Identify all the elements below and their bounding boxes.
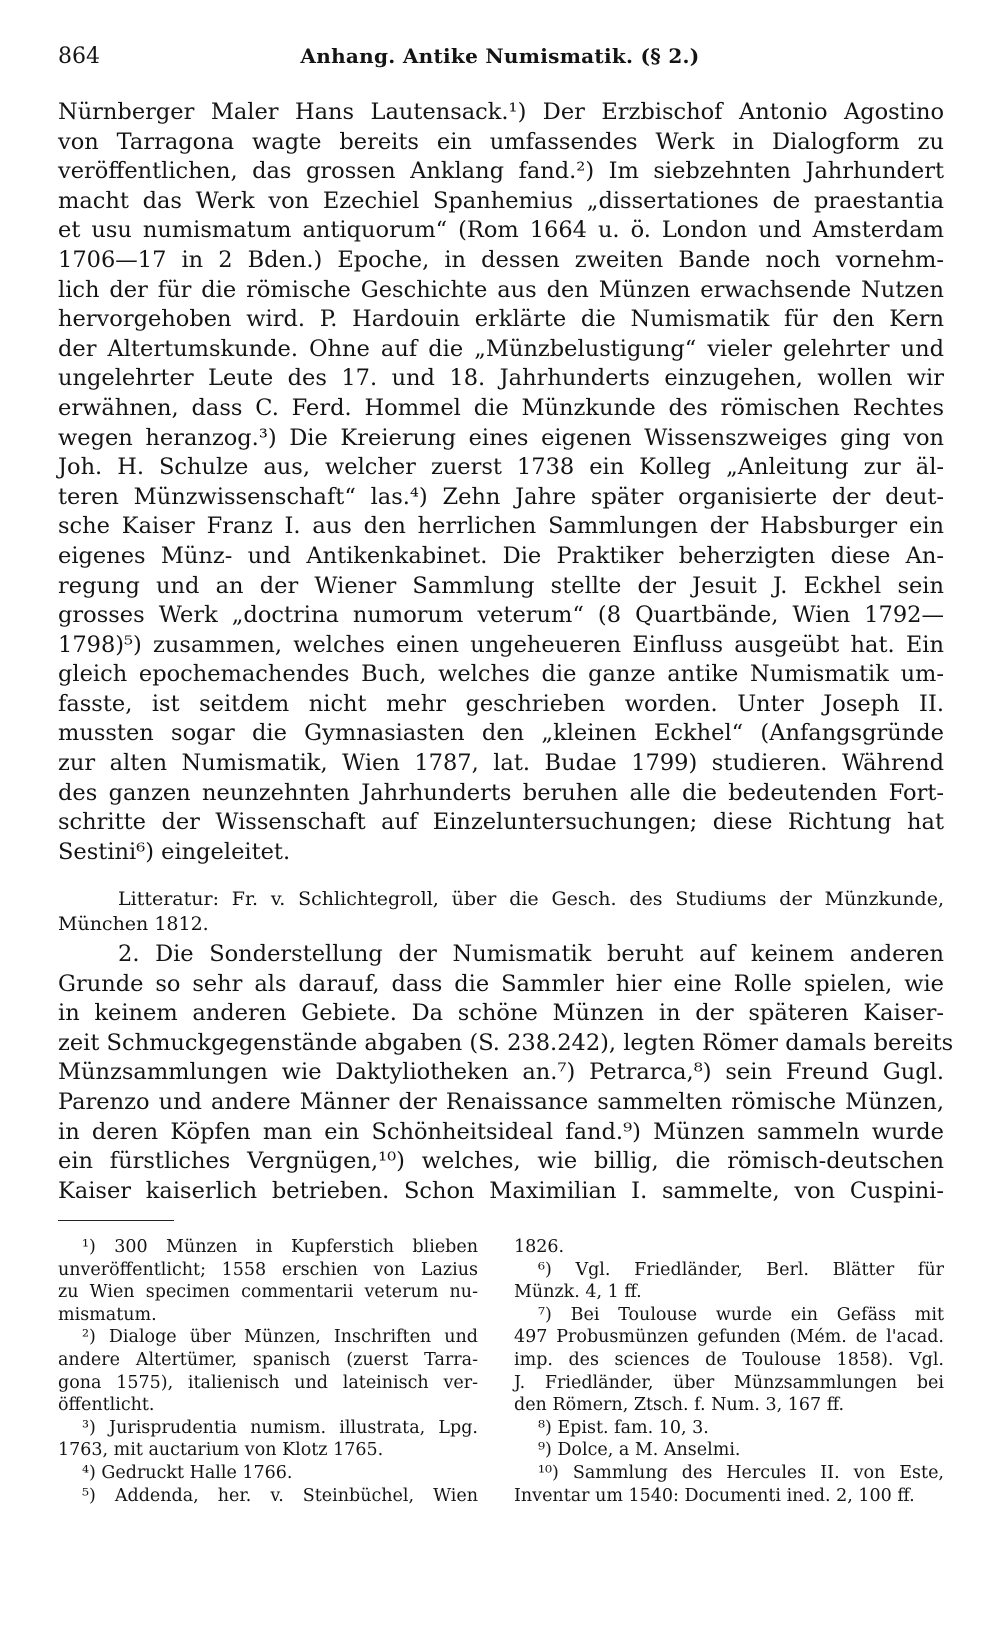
text-line: ungelehrter Leute des 17. und 18. Jahrhunderts einzugehen, wollen wir: [58, 365, 944, 392]
text-line: von Tarragona wagte bereits ein umfassendes Werk in Dialogform zu: [58, 128, 944, 155]
footnote-line: ⁶) Vgl. Friedländer, Berl. Blätter für: [538, 1259, 944, 1280]
footnote-line: ⁸) Epist. fam. 10, 3.: [538, 1417, 709, 1438]
text-line: et usu numismatum antiquorum“ (Rom 1664 u. ö. London und Amsterdam: [58, 217, 944, 244]
text-line: mussten sogar die Gymnasiasten den „kleinen Eckhel“ (Anfangsgründe: [58, 720, 944, 747]
footnote-line: Inventar um 1540: Documenti ined. 2, 100 ff.: [514, 1485, 915, 1506]
footnote-line: 1826.: [514, 1237, 565, 1257]
text-line: macht das Werk von Ezechiel Spanhemius „dissertationes de praestantia: [58, 187, 944, 214]
text-line: zeit Schmuckgegenstände abgaben (S. 238.242), legten Römer damals bereits: [58, 1029, 954, 1056]
text-line: Münzsammlungen wie Daktyliotheken an.⁷) Petrarca,⁸) sein Freund Gugl.: [58, 1059, 944, 1086]
footnote-line: andere Altertümer, spanisch (zuerst Tarra-: [58, 1349, 478, 1370]
footnote-line: mismatum.: [58, 1304, 157, 1325]
text-line: 2. Die Sonderstellung der Numismatik beruht auf keinem anderen: [118, 941, 944, 967]
footnote-line: Münzk. 4, 1 ff.: [514, 1282, 642, 1303]
paragraph-2: [58, 940, 954, 1206]
text-line: in keinem anderen Gebiete. Da schöne Münzen in der späteren Kaiser-: [58, 1000, 944, 1027]
footnote-line: den Römern, Ztsch. f. Num. 3, 167 ff.: [514, 1395, 845, 1416]
text-line: erwähnen, dass C. Ferd. Hommel die Münzkunde des römischen Rechtes: [58, 394, 944, 421]
text-line: Kaiser kaiserlich betrieben. Schon Maximilian I. sammelte, von Cuspini-: [58, 1177, 944, 1204]
footnote-line: 1763, mit auctarium von Klotz 1765.: [58, 1440, 384, 1461]
text-line: der Altertumskunde. Ohne auf die „Münzbelustigung“ vieler gelehrter und: [58, 335, 944, 362]
literature-note: [58, 887, 944, 937]
text-line: Joh. H. Schulze aus, welcher zuerst 1738 ein Kolleg „Anleitung zur äl-: [58, 454, 944, 481]
footnotes-right-column: [514, 1236, 944, 1507]
text-line: 1798)⁵) zusammen, welches einen ungeheueren Einfluss ausgeübt hat. Ein: [58, 631, 944, 658]
paragraph-1: [58, 98, 944, 867]
text-line: in deren Köpfen man ein Schönheitsideal fand.⁹) Münzen sammeln wurde: [58, 1118, 944, 1145]
footnote-line: gona 1575), italienisch und lateinisch ver-: [58, 1372, 478, 1393]
text-line: teren Münzwissenschaft“ las.⁴) Zehn Jahre später organisierte der deut-: [58, 483, 944, 510]
footnote-rule: [58, 1220, 174, 1221]
text-line: 1706—17 in 2 Bden.) Epoche, in dessen zweiten Bande noch vornehm-: [58, 246, 944, 273]
text-line: Parenzo und andere Männer der Renaissance sammelten römische Münzen,: [58, 1088, 944, 1115]
text-line: hervorgehoben wird. P. Hardouin erklärte die Numismatik für den Kern: [58, 306, 944, 333]
text-line: Nürnberger Maler Hans Lautensack.¹) Der Erzbischof Antonio Agostino: [58, 99, 944, 125]
footnote-line: ⁹) Dolce, a M. Anselmi.: [538, 1440, 741, 1461]
text-line: lich der für die römische Geschichte aus den Münzen erwachsende Nutzen: [58, 276, 944, 303]
footnote-line: öffentlicht.: [58, 1395, 155, 1416]
text-line: veröffentlichen, das grossen Anklang fand.²) Im siebzehnten Jahrhundert: [58, 158, 944, 185]
page-number: 864: [58, 44, 100, 69]
text-line: grosses Werk „doctrina numorum veterum“ (8 Quartbände, Wien 1792—: [58, 602, 944, 629]
footnote-line: ¹) 300 Münzen in Kupferstich blieben: [82, 1237, 478, 1257]
text-line: eigenes Münz- und Antikenkabinet. Die Praktiker beherzigten diese An-: [58, 542, 944, 569]
text-line: fasste, ist seitdem nicht mehr geschrieben worden. Unter Joseph II.: [58, 690, 944, 717]
literature-line: München 1812.: [58, 913, 209, 935]
footnote-line: ³) Jurisprudentia numism. illustrata, Lpg.: [82, 1417, 478, 1438]
footnote-line: ²) Dialoge über Münzen, Inschriften und: [82, 1327, 478, 1348]
text-line: zur alten Numismatik, Wien 1787, lat. Budae 1799) studieren. Während: [58, 750, 944, 777]
page-header: [56, 42, 944, 72]
footnote-line: ⁷) Bei Toulouse wurde ein Gefäss mit: [538, 1304, 944, 1325]
footnote-line: ⁴) Gedruckt Halle 1766.: [82, 1462, 293, 1483]
footnote-line: ⁵) Addenda, her. v. Steinbüchel, Wien: [82, 1485, 478, 1506]
footnotes-left-column: [58, 1236, 478, 1507]
running-head: Anhang. Antike Numismatik. (§ 2.): [300, 44, 700, 68]
footnote-line: J. Friedländer, über Münzsammlungen bei: [514, 1372, 944, 1393]
text-line: sche Kaiser Franz I. aus den herrlichen Sammlungen der Habsburger ein: [58, 513, 944, 540]
text-line: ein fürstliches Vergnügen,¹⁰) welches, wie billig, die römisch-deutschen: [58, 1148, 944, 1175]
footnote-line: unveröffentlicht; 1558 erschien von Lazius: [58, 1259, 478, 1280]
text-line: gleich epochemachendes Buch, welches die ganze antike Numismatik um-: [58, 661, 944, 688]
footnote-line: ¹⁰) Sammlung des Hercules II. von Este,: [538, 1462, 944, 1483]
footnote-line: 497 Probusmünzen gefunden (Mém. de l'acad.: [514, 1327, 944, 1348]
text-line: des ganzen neunzehnten Jahrhunderts beruhen alle die bedeutenden Fort-: [58, 779, 944, 806]
literature-line: Litteratur: Fr. v. Schlichtegroll, über die Gesch. des Studiums der Münzkunde,: [118, 888, 944, 910]
footnote-line: imp. des sciences de Toulouse 1858). Vgl.: [514, 1349, 944, 1370]
text-line: regung und an der Wiener Sammlung stellte der Jesuit J. Eckhel sein: [58, 572, 944, 599]
text-line: Sestini⁶) eingeleitet.: [58, 838, 291, 865]
text-line: schritte der Wissenschaft auf Einzeluntersuchungen; diese Richtung hat: [58, 809, 944, 836]
text-line: wegen heranzog.³) Die Kreierung eines eigenen Wissenszweiges ging von: [58, 424, 944, 451]
footnote-line: zu Wien specimen commentarii veterum nu-: [58, 1282, 478, 1303]
text-line: Grunde so sehr als darauf, dass die Sammler hier eine Rolle spielen, wie: [58, 970, 944, 997]
